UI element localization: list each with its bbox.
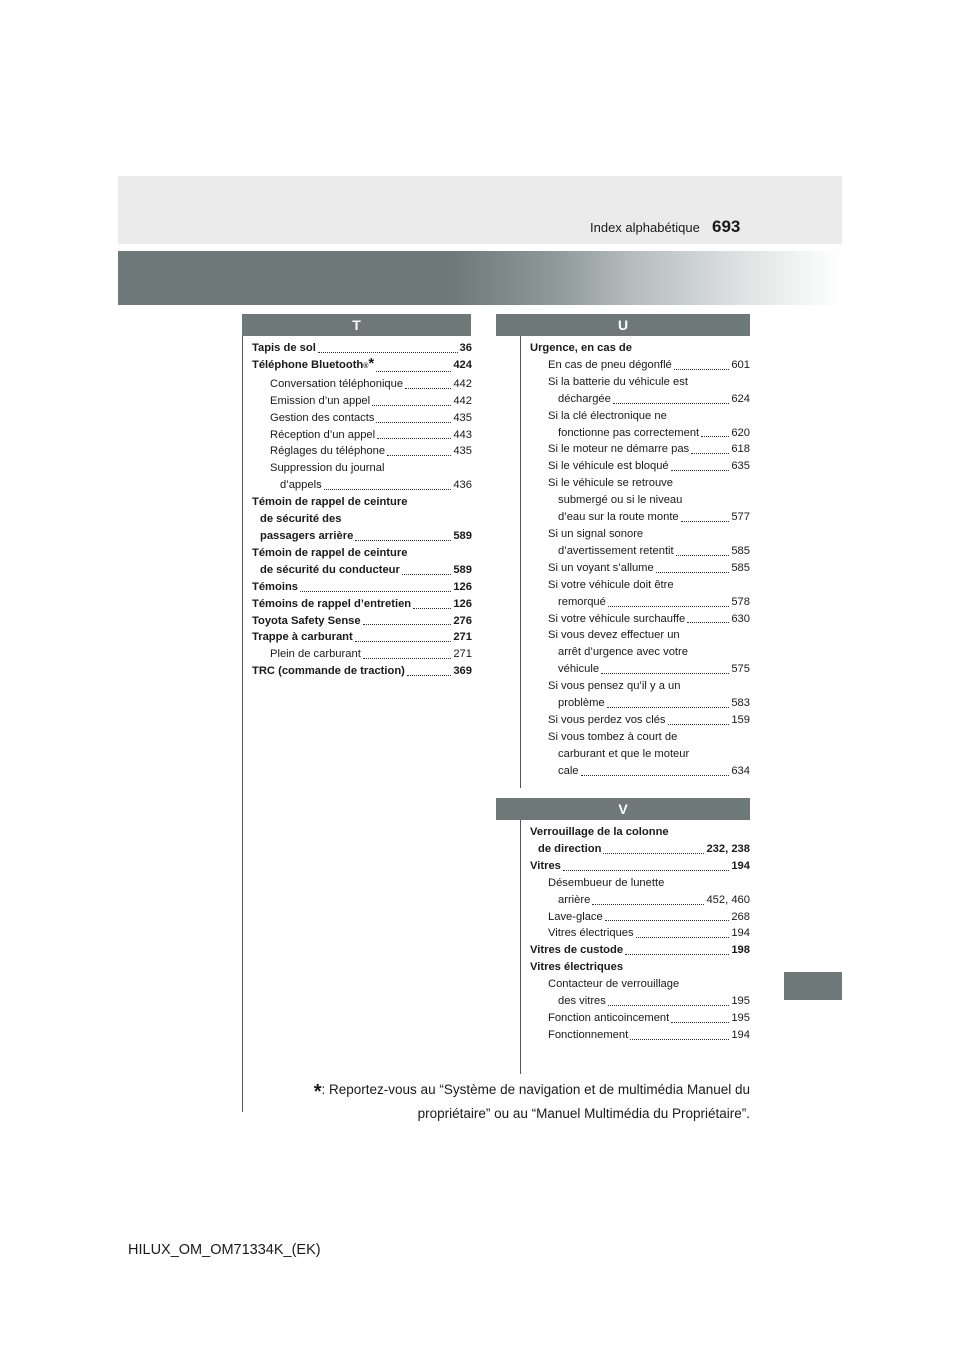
page-number: 693 [712, 217, 741, 236]
page-reference: 232, 238 [706, 842, 750, 855]
page-reference: 194 [731, 1028, 750, 1041]
index-entry [530, 526, 750, 560]
page-reference: 630 [731, 612, 750, 625]
page-reference: 126 [453, 597, 472, 610]
dot-leader [355, 539, 451, 541]
dot-leader [701, 435, 729, 437]
entry-label: Fonction anticoincement [548, 1011, 670, 1024]
index-entry [530, 942, 750, 959]
page-reference: 578 [731, 595, 750, 608]
index-entry [252, 579, 472, 596]
entry-label: En cas de pneu dégonflé [548, 358, 672, 371]
entry-label: Fonctionnement [548, 1028, 629, 1041]
footnote [300, 1079, 750, 1125]
entry-label-line: submergé ou si le niveau [558, 494, 683, 507]
dot-leader [613, 402, 729, 404]
entry-label: Gestion des contacts [270, 411, 375, 424]
index-entry [530, 976, 750, 1010]
page-reference: 195 [731, 1011, 750, 1024]
entry-label-line: carburant et que le moteur [558, 747, 690, 760]
entry-label: fonctionne pas correctement [558, 426, 700, 439]
index-entry [252, 443, 472, 460]
dot-leader [681, 520, 730, 522]
dot-leader [676, 554, 730, 556]
page-reference: 577 [731, 511, 750, 524]
dot-leader [402, 573, 451, 575]
index-entry [530, 611, 750, 628]
entry-label: déchargée [558, 392, 611, 405]
letter-header-t: T [242, 314, 471, 336]
entry-label: Urgence, en cas de [530, 342, 632, 354]
index-entry [530, 408, 750, 442]
section-title: Index alphabétique [590, 220, 700, 235]
page-reference: 194 [731, 927, 750, 940]
document-code: HILUX_OM_OM71334K_(EK) [128, 1242, 321, 1258]
dot-leader [592, 903, 704, 905]
page-reference: 271 [453, 648, 472, 661]
page-reference: 585 [731, 561, 750, 574]
entry-label: TRC (commande de traction) [252, 665, 405, 678]
page-reference: 635 [731, 460, 750, 473]
index-entry [530, 1027, 750, 1044]
footnote-line-1: : Reportez-vous au “Système de navigation et de multimédia Manuel du [321, 1082, 750, 1097]
index-entry [530, 374, 750, 408]
index-entry [530, 340, 750, 357]
page-reference: 442 [453, 394, 472, 407]
entry-label: de direction [538, 842, 602, 855]
index-column-t [252, 340, 472, 680]
index-entry [252, 410, 472, 427]
index-column-v [530, 824, 750, 1044]
page-reference: 601 [731, 358, 750, 371]
entry-label-line: Suppression du journal [270, 462, 385, 475]
page-reference: 435 [453, 445, 472, 458]
dot-leader [691, 452, 729, 454]
page-reference: 268 [731, 910, 750, 923]
dot-leader [413, 607, 451, 609]
entry-label-line: Si un signal sonore [548, 527, 644, 540]
entry-label: cale [558, 764, 579, 777]
entry-label: problème [558, 697, 605, 710]
index-entry [252, 545, 472, 579]
entry-label: Si un voyant s’allume [548, 561, 654, 574]
index-entry [530, 441, 750, 458]
dot-leader [300, 590, 451, 592]
entry-label-line: Si le véhicule se retrouve [548, 477, 673, 490]
column-divider-v [520, 820, 521, 1074]
index-entry [252, 613, 472, 630]
dot-leader [324, 488, 452, 490]
dot-leader [377, 437, 451, 439]
dot-leader [581, 774, 730, 776]
index-entry: Téléphone Bluetooth ® * 424 [252, 357, 472, 376]
index-entry [530, 475, 750, 526]
entry-label: d’appels [280, 479, 322, 492]
index-entry [530, 560, 750, 577]
header-gradient-bar [118, 251, 842, 305]
entry-label: Si vous perdez vos clés [548, 713, 666, 726]
page-reference: 369 [453, 665, 472, 678]
entry-label: Témoins [252, 580, 299, 593]
entry-label: Vitres de custode [530, 944, 624, 957]
entry-label: arrière [558, 893, 591, 906]
page-reference: 442 [453, 377, 472, 390]
entry-label: d’avertissement retentit [558, 544, 674, 557]
entry-label-line: Si vous devez effectuer un [548, 629, 680, 642]
dot-leader [601, 672, 729, 674]
entry-label: Conversation téléphonique [270, 377, 404, 390]
dot-leader [636, 936, 730, 938]
entry-label: passagers arrière [260, 529, 354, 542]
index-entry [530, 458, 750, 475]
footnote-line-2: propriétaire” ou au “Manuel Multimédia du Propriétaire”. [417, 1106, 750, 1121]
index-entry [252, 663, 472, 680]
entry-label: Vitres électriques [548, 927, 634, 940]
page-reference: 589 [453, 563, 472, 576]
entry-label-line: Si votre véhicule doit être [548, 578, 674, 591]
entry-label: Témoins de rappel d’entretien [252, 597, 412, 610]
registered-mark: ® [363, 362, 369, 370]
dot-leader [656, 571, 730, 573]
dot-leader [387, 454, 451, 456]
entry-label: Si le véhicule est bloqué [548, 460, 669, 473]
index-entry [530, 357, 750, 374]
index-entry [252, 646, 472, 663]
page-reference: 276 [453, 614, 472, 627]
column-divider-u [520, 336, 521, 788]
index-entry [530, 729, 750, 780]
index-entry [530, 678, 750, 712]
index-entry [252, 629, 472, 646]
page-reference: 583 [731, 697, 750, 710]
dot-leader [608, 1004, 729, 1006]
index-entry [252, 376, 472, 393]
page-reference: 620 [731, 426, 750, 439]
entry-label: Si le moteur ne démarre pas [548, 443, 690, 456]
page-reference: 585 [731, 544, 750, 557]
page-reference: 452, 460 [706, 893, 750, 906]
page-reference: 618 [731, 443, 750, 456]
entry-label: Trappe à carburant [252, 631, 353, 644]
dot-leader [625, 953, 729, 955]
entry-label: Tapis de sol [252, 342, 316, 354]
index-entry [530, 577, 750, 611]
page-reference: 575 [731, 663, 750, 676]
dot-leader [363, 657, 452, 659]
page-reference: 159 [731, 713, 750, 726]
dot-leader [671, 1021, 729, 1023]
page-reference: 436 [453, 479, 472, 492]
entry-label-line: Témoin de rappel de ceinture [252, 546, 408, 559]
entry-label: véhicule [558, 663, 600, 676]
page-reference: 271 [453, 631, 472, 644]
index-entry [530, 1010, 750, 1027]
entry-label: de sécurité du conducteur [260, 563, 400, 576]
dot-leader [405, 387, 451, 389]
index-entry [530, 909, 750, 926]
entry-label: des vitres [558, 995, 606, 1008]
dot-leader [605, 919, 730, 921]
dot-leader [355, 640, 452, 642]
entry-label: remorqué [558, 595, 606, 608]
dot-leader [668, 723, 730, 725]
dot-leader [372, 404, 451, 406]
page-reference: 435 [453, 411, 472, 424]
entry-label: Si votre véhicule surchauffe [548, 612, 686, 625]
dot-leader [630, 1038, 729, 1040]
dot-leader [376, 370, 451, 372]
dot-leader [407, 674, 451, 676]
entry-label: Lave-glace [548, 910, 603, 923]
column-divider-left [242, 336, 243, 1112]
index-column-u [530, 340, 750, 780]
dot-leader [671, 469, 730, 471]
entry-label-line: Si la batterie du véhicule est [548, 375, 688, 388]
dot-leader [607, 706, 730, 708]
entry-label: Plein de carburant [270, 648, 361, 661]
dot-leader [376, 421, 451, 423]
dot-leader [318, 351, 458, 353]
index-entry [252, 340, 472, 357]
index-entry [530, 824, 750, 858]
entry-label-line: Si vous tombez à court de [548, 730, 678, 743]
chapter-side-tab [784, 972, 842, 1000]
index-entry [530, 875, 750, 909]
page-reference: 634 [731, 764, 750, 777]
entry-label-line: de sécurité des [260, 513, 342, 526]
letter-header-u: U [496, 314, 750, 336]
page-reference: 198 [731, 944, 750, 957]
footnote-star: * [313, 1081, 322, 1103]
entry-label-line: Verrouillage de la colonne [530, 826, 669, 838]
index-entry [530, 858, 750, 875]
index-entry [530, 925, 750, 942]
entry-label-line: Témoin de rappel de ceinture [252, 496, 408, 509]
entry-label: Réception d’un appel [270, 428, 376, 441]
entry-label-line: Si la clé électronique ne [548, 409, 667, 422]
page-reference: 194 [731, 859, 750, 872]
page-reference: 36 [459, 342, 472, 354]
entry-label: Vitres électriques [530, 961, 624, 974]
entry-label: Toyota Safety Sense [252, 614, 361, 627]
index-entry [530, 627, 750, 678]
entry-label-line: arrêt d’urgence avec votre [558, 646, 688, 659]
page-reference: 126 [453, 580, 472, 593]
letter-header-v: V [496, 798, 750, 820]
dot-leader [674, 368, 730, 370]
entry-label: Réglages du téléphone [270, 445, 386, 458]
dot-leader [687, 621, 729, 623]
dot-leader [603, 852, 704, 854]
index-entry [530, 959, 750, 976]
index-entry [252, 596, 472, 613]
entry-label: Téléphone Bluetooth [252, 358, 364, 371]
entry-label-line: Contacteur de verrouillage [548, 978, 680, 991]
dot-leader [608, 605, 729, 607]
page-reference: 195 [731, 995, 750, 1008]
entry-label: d’eau sur la route monte [558, 511, 679, 524]
index-entry [252, 460, 472, 494]
entry-label: Vitres [530, 859, 561, 872]
page-reference: 589 [453, 529, 472, 542]
page-reference: 424 [453, 358, 472, 371]
entry-label: Emission d’un appel [270, 394, 371, 407]
dot-leader [363, 623, 452, 625]
index-entry [252, 494, 472, 545]
dot-leader [563, 869, 729, 871]
entry-label-line: Si vous pensez qu’il y a un [548, 680, 681, 693]
page-reference: 624 [731, 392, 750, 405]
index-entry [530, 712, 750, 729]
entry-label-line: Désembueur de lunette [548, 876, 665, 889]
index-entry [252, 427, 472, 444]
page-reference: 443 [453, 428, 472, 441]
index-entry [252, 393, 472, 410]
